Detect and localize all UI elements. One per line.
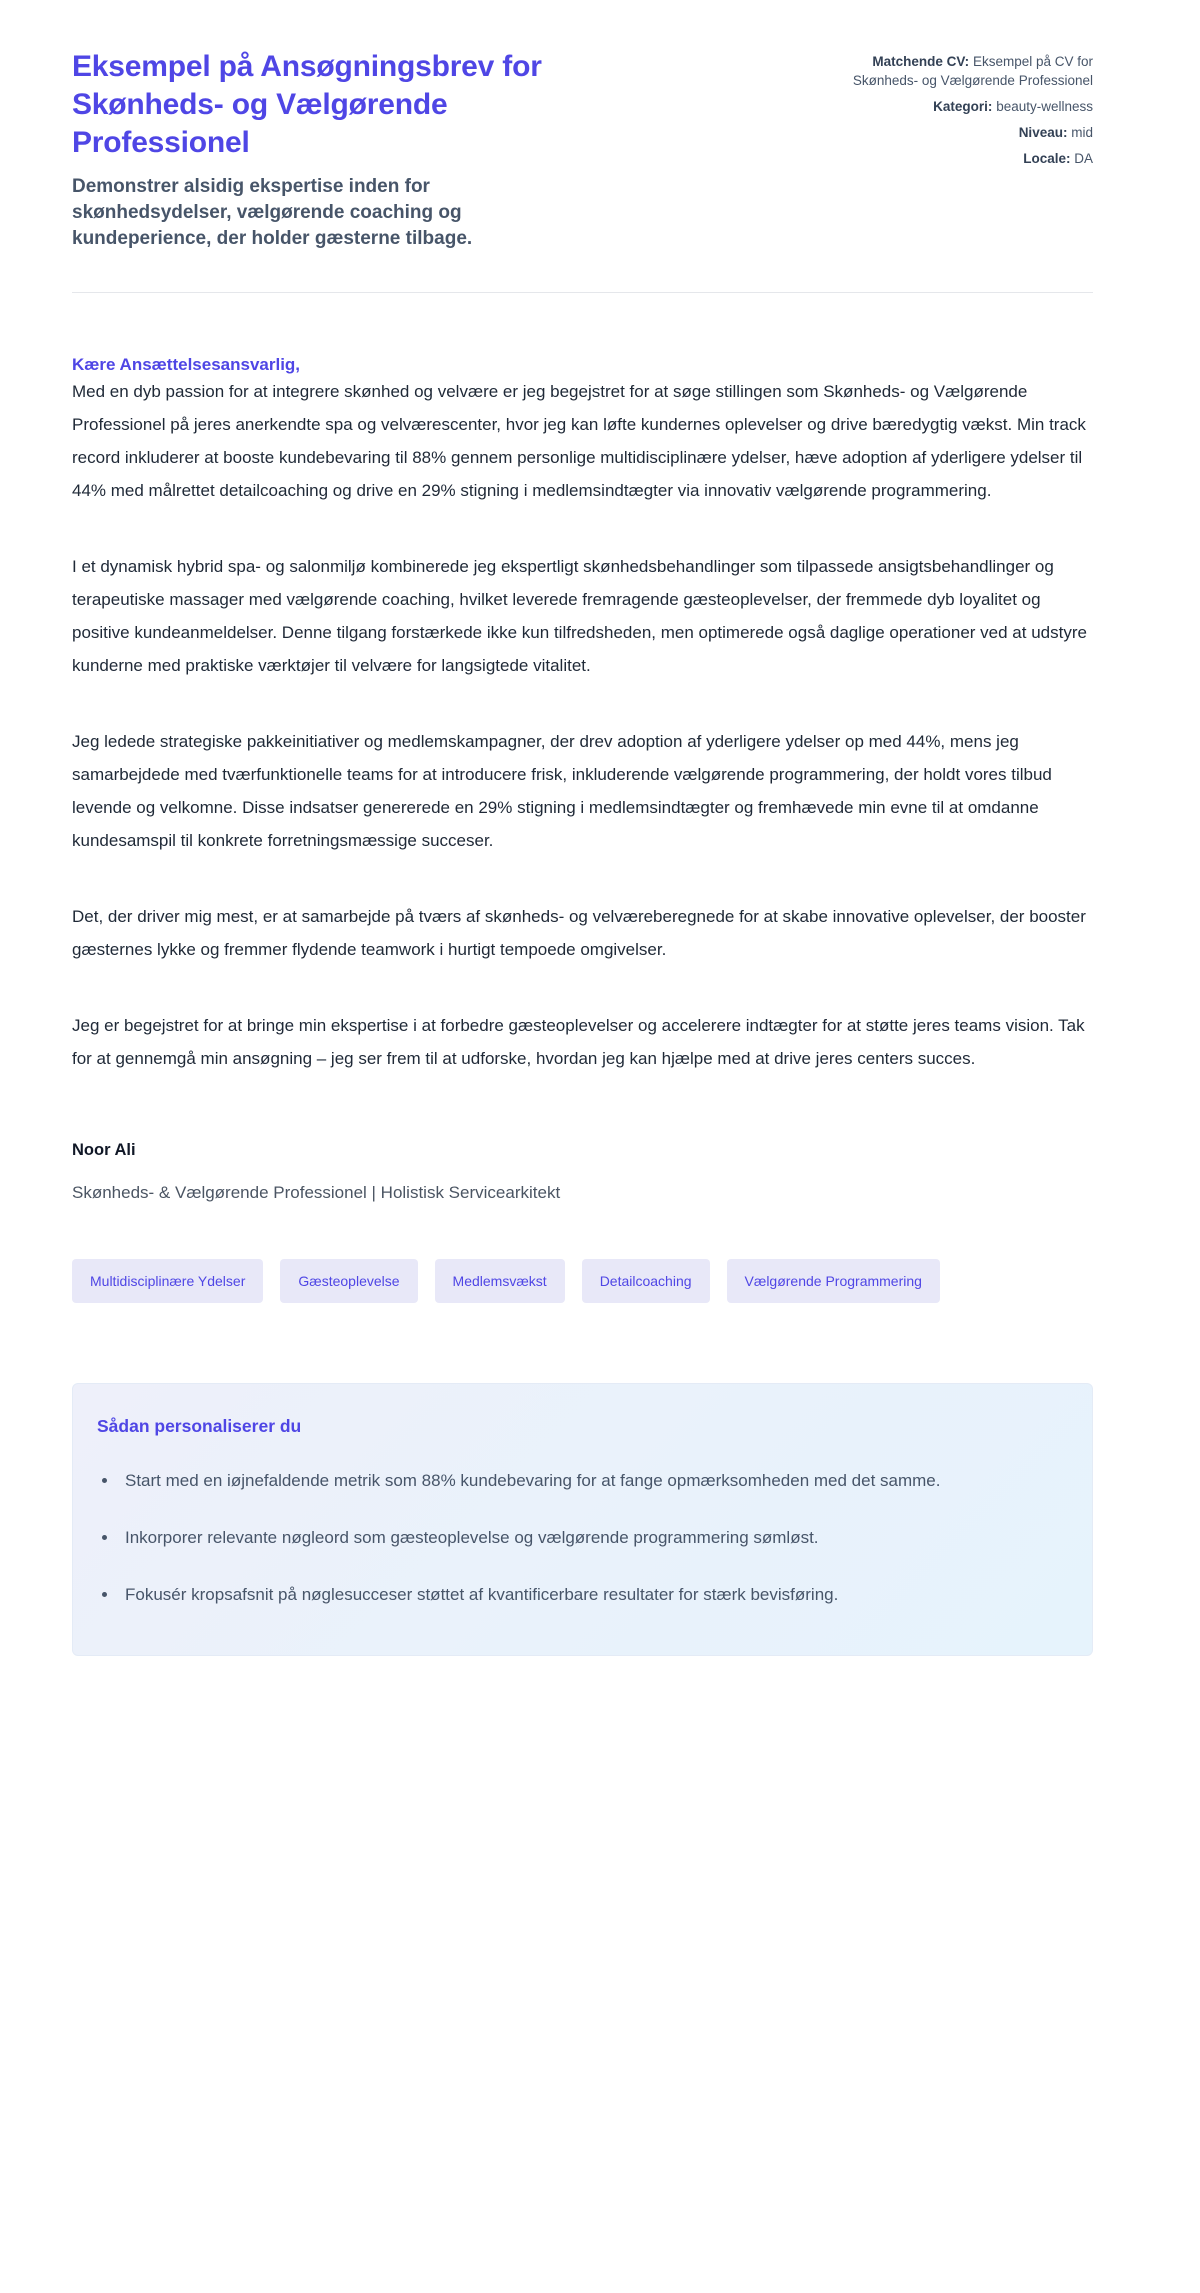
meta-locale-label: Locale: [1023, 151, 1071, 166]
tips-list [97, 1465, 1046, 1611]
meta-level [831, 123, 1093, 142]
personalization-tips-box [72, 1383, 1093, 1656]
tag-guest-experience: Gæsteoplevelse [280, 1259, 417, 1303]
meta-category [831, 97, 1093, 116]
meta-matching-cv [831, 52, 1093, 90]
letter-body [72, 355, 1093, 1203]
skill-tags [72, 1259, 1093, 1303]
tip-item-2: • Inkorporer relevante nøgleord som gæsteoplevelse og vælgørende programmering sømløst. [119, 1522, 1046, 1554]
document-meta [831, 48, 1093, 175]
signature-block [72, 1141, 1093, 1203]
page-subtitle: Demonstrer alsidig ekspertise inden for skønhedsydelser, vælgørende coaching og kundeperience, der holder gæsterne tilbage. [72, 176, 473, 249]
meta-matching-cv-value: Eksempel på CV for Skønheds- og Vælgørende Professionel [852, 54, 1093, 88]
meta-matching-cv-label: Matchende CV: [872, 54, 970, 69]
signature-name: Noor Ali [72, 1141, 136, 1159]
meta-level-value: mid [1071, 125, 1093, 140]
meta-category-label: Kategori: [933, 99, 993, 114]
letter-paragraph-5: Jeg er begejstret for at bringe min ekspertise i at forbedre gæsteoplevelser og accelerere indtægter for at støtte jeres teams vision. Tak for at gennemgå min ansøgning – jeg ser frem til at udforske, hvordan jeg kan hjælpe med at drive jeres centers succes. [72, 1016, 1085, 1068]
letter-paragraph-2: I et dynamisk hybrid spa- og salonmiljø kombinerede jeg ekspertligt skønhedsbehandlinger som tilpassede ansigtsbehandlinger og terapeutiske massager med vælgørende coaching, hvilket leverede fremragende gæsteoplevelser, der fremmede dyb loyalitet og positive kundeanmeldelser. Denne tilgang forstærkede ikke kun tilfredsheden, men optimerede også daglige operationer ved at udstyre kunderne med praktiske værktøjer til velvære for langsigtede vitalitet. [72, 557, 1087, 675]
signature-role: Skønheds- & Vælgørende Professionel | Holistisk Servicearkitekt [72, 1183, 561, 1202]
meta-locale-value: DA [1074, 151, 1093, 166]
tag-retail-coaching: Detailcoaching [582, 1259, 710, 1303]
header-divider [72, 292, 1093, 293]
meta-category-value: beauty-wellness [996, 99, 1093, 114]
letter-paragraph-1: Med en dyb passion for at integrere skønhed og velvære er jeg begejstret for at søge stillingen som Skønheds- og Vælgørende Professionel på jeres anerkendte spa og velværescenter, hvor jeg kan løfte kundernes oplevelser og drive bæredygtig vækst. Min track record inkluderer at booste kundebevaring til 88% gennem personlige multidisciplinære ydelser, hæve adoption af yderligere ydelser til 44% med målrettet detailcoaching og drive en 29% stigning i medlemsindtægter via innovativ vælgørende programmering. [72, 382, 1086, 500]
tip-item-1: • Start med en iøjnefaldende metrik som 88% kundebevaring for at fange opmærksomheden med det samme. [119, 1465, 1046, 1497]
page-header [72, 48, 1093, 252]
tips-title: Sådan personaliserer du [97, 1416, 302, 1436]
tag-membership-growth: Medlemsvækst [435, 1259, 565, 1303]
header-title-block [72, 48, 632, 252]
meta-level-label: Niveau: [1018, 125, 1068, 140]
page-title: Eksempel på Ansøgningsbrev for Skønheds- og Vælgørende Professionel [72, 50, 542, 159]
tip-item-3: • Fokusér kropsafsnit på nøglesucceser støttet af kvantificerbare resultater for stærk bevisføring. [119, 1579, 1046, 1611]
letter-greeting: Kære Ansættelsesansvarlig, [72, 355, 301, 374]
tag-wellness-programming: Vælgørende Programmering [727, 1259, 940, 1303]
meta-locale [831, 149, 1093, 168]
letter-paragraph-3: Jeg ledede strategiske pakkeinitiativer og medlemskampagner, der drev adoption af yderligere ydelser op med 44%, mens jeg samarbejdede med tværfunktionelle teams for at introducere frisk, inkluderende vælgørende programmering, der holdt vores tilbud levende og velkomne. Disse indsatser genererede en 29% stigning i medlemsindtægter og fremhævede min evne til at omdanne kundesamspil til konkrete forretningsmæssige succeser. [72, 732, 1052, 850]
letter-paragraph-4: Det, der driver mig mest, er at samarbejde på tværs af skønheds- og velværeberegnede for at skabe innovative oplevelser, der booster gæsternes lykke og fremmer flydende teamwork i hurtigt tempoede omgivelser. [72, 907, 1086, 959]
tag-multidisciplinary-services: Multidisciplinære Ydelser [72, 1259, 263, 1303]
